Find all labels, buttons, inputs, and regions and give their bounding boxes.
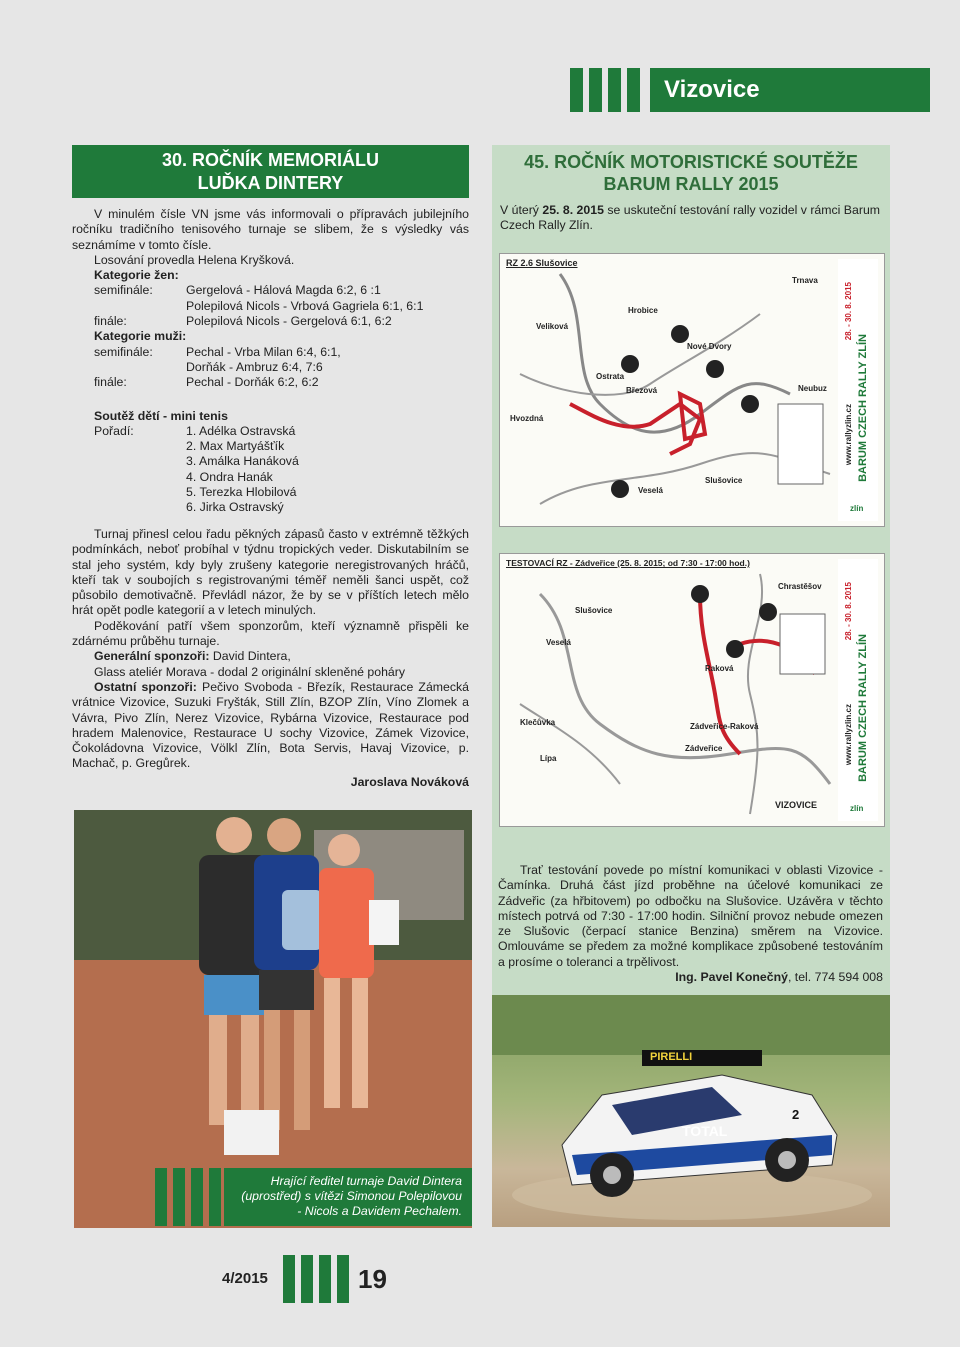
tennis-body — [72, 527, 469, 790]
map2-dates: 28. - 30. 8. 2015 — [844, 582, 853, 641]
men-row: semifinále: Pechal - Vrba Milan 6:4, 6:1, — [94, 344, 341, 359]
map2-place: Klečůvka — [520, 718, 556, 727]
tennis-results — [72, 207, 469, 516]
map1-sidebar: BARUM CZECH RALLY ZLÍN — [857, 334, 869, 482]
map2-title: TESTOVACÍ RZ - Zádveřice (25. 8. 2015; od 7:30 - 17:00 hod.) — [506, 558, 750, 568]
header-bar-1 — [570, 68, 583, 112]
tennis-title-line1: 30. ROČNÍK MEMORIÁLU — [161, 150, 379, 170]
caption-bar-3 — [191, 1168, 203, 1226]
tennis-photo-image — [74, 810, 472, 1228]
rally-signer: Ing. Pavel Konečný, tel. 774 594 008 — [675, 970, 883, 985]
rally-body: Trať testování povede po místní komunikaci v oblasti Vizovice - Čamínka. Druhá část jízd proběhne na účelové komunikaci ze Zádveřic (za hřbitovem) po odbočku na Slušovice. Uzávěra v těchto místech potrvá od 7:30 - 17:00 hodin. Silniční provoz nebude omezen ze Slušovic (čerpací stanice Benzina) směrem na Vizovice. Omlouváme se předem za možné komplikace způsobené testováním a prosíme o toleranci a trpělivost. Ing. Pavel Konečný, tel. 774 594 008 — [498, 863, 883, 985]
map1-place: Hrobice — [628, 306, 658, 315]
page-number: 19 — [358, 1264, 387, 1294]
men-row: finále: Pechal - Dorňák 6:2, 6:2 — [94, 375, 319, 390]
kids-row: 3. Amálka Hanáková — [186, 454, 299, 469]
tennis-title-line2: LUĎKA DINTERY — [197, 173, 344, 193]
map2-place: Veselá — [546, 638, 571, 647]
rally-map-1 — [499, 253, 885, 527]
map2-brand: zlín — [850, 804, 864, 813]
map2-place: Zádveřice-Raková — [690, 722, 759, 731]
women-row: semifinále: Gergelová - Hálová Magda 6:2, 6 :1 — [94, 283, 381, 298]
men-heading: Kategorie muži: — [94, 329, 187, 344]
header-bar-4 — [627, 68, 640, 112]
map1-place: Trnava — [792, 276, 818, 285]
map2-place: Slušovice — [575, 606, 613, 615]
tennis-headline — [72, 145, 469, 198]
car-number: 2 — [792, 1107, 800, 1122]
rally-panel — [492, 145, 890, 1227]
rally-intro: V úterý 25. 8. 2015 se uskuteční testování rally vozidel v rámci Barum Czech Rally Zlín. — [500, 203, 881, 233]
issue-number: 4/2015 — [222, 1270, 268, 1287]
car-sponsor-1: PIRELLI — [650, 1051, 693, 1063]
tennis-draw: Losování provedla Helena Kryšková. — [94, 252, 295, 267]
map2-place: Chrastěšov — [778, 582, 822, 591]
footer-bar-3 — [319, 1255, 331, 1303]
map2-place: VIZOVICE — [775, 800, 818, 810]
tennis-body1: Turnaj přinesl celou řadu pěkných zápasů často v extrémně těžkých podmínkách, neboť probíhal v týdnu tropických veder. Diskutabilním se stal jeho systém, kdy byly zrušeny kategorie neregistrovaných hráčů, kteří tak v soubojích s registrovanými téměř neměli šanci uspět, což působilo demotivačně. Převládl názor, že by se v příštích letech mělo hrát opět podle kategorií a v letech minulých. — [72, 527, 469, 618]
tennis-intro: V minulém čísle VN jsme vás informovali o přípravách jubilejního ročníku tradičního tenisového turnaje se slibem, že s výsledky vás seznámíme v tomto čísle. — [72, 207, 469, 252]
rally-title: 45. ROČNÍK MOTORISTICKÉ SOUTĚŽE BARUM RALLY 2015 — [524, 152, 858, 194]
map1-place: Nové Dvory — [687, 342, 732, 351]
map1-title: RZ 2.6 Slušovice — [506, 258, 578, 268]
map1-place: Slušovice — [705, 476, 743, 485]
caption-bar-2 — [173, 1168, 185, 1226]
kids-row: 4. Ondra Hanák — [186, 469, 273, 484]
footer-bar-4 — [337, 1255, 349, 1303]
other-sponsors: Ostatní sponzoři: Pečivo Svoboda - Březík, Restaurace Zámecká vrátnice Vizovice, Suzuki Fryšták, Still Zlín, BZOP Zlín, Víno Zlomek a Vávra, Pivo Zlín, Nerez Vizovice, Rybárna Vizovice, Restaurace pod hradem Malenovice, Restaurace U sochy Vizovice, Zámek Vizovice, Čokoládovna Vizovice, Völkl Zlín, Bota Servis, Havaj Vizovice, p. Machač, p. Gregůrek. — [72, 679, 470, 771]
map1-dates: 28. - 30. 8. 2015 — [844, 282, 853, 341]
general-sponsors-line2: Glass ateliér Morava - dodal 2 originální skleněné poháry — [94, 664, 406, 679]
photo-caption: Hrající ředitel turnaje David Dintera (uprostřed) s vítězi Simonou Polepilovou - Nicols a Davidem Pechalem. — [224, 1168, 472, 1226]
map1-web: www.rallyzlin.cz — [844, 404, 853, 466]
rally-car-photo — [492, 995, 890, 1227]
section-title: Vizovice — [650, 68, 930, 112]
map2-web: www.rallyzlin.cz — [844, 704, 853, 766]
kids-row: Pořadí: 1. Adélka Ostravská — [94, 423, 296, 438]
women-row: finále: Polepilová Nicols - Gergelová 6:1, 6:2 — [94, 314, 392, 329]
map1-place: Veselá — [638, 486, 663, 495]
map1-place: Březová — [626, 386, 658, 395]
map2-roads — [500, 554, 884, 826]
kids-row: 5. Terezka Hlobilová — [186, 485, 297, 500]
kids-row: 6. Jirka Ostravský — [186, 500, 284, 515]
map2-place: Lípa — [540, 754, 557, 763]
header-bar-3 — [608, 68, 621, 112]
tennis-photo — [74, 810, 472, 1228]
tennis-author: Jaroslava Nováková — [350, 774, 469, 789]
map1-place: Neubuz — [798, 384, 827, 393]
tennis-body2: Poděkování patří všem sponzorům, kteří významně přispěli ke zdárnému průběhu turnaje. — [72, 618, 469, 649]
header-bar-2 — [589, 68, 602, 112]
women-row: Polepilová Nicols - Vrbová Gagriela 6:1, 6:1 — [186, 298, 424, 313]
footer-bar-2 — [301, 1255, 313, 1303]
women-heading: Kategorie žen: — [94, 268, 179, 283]
map2-place: Raková — [705, 664, 734, 673]
rally-car-image — [492, 995, 890, 1227]
men-row: Dorňák - Ambruz 6:4, 7:6 — [186, 359, 323, 374]
map2-sidebar: BARUM CZECH RALLY ZLÍN — [857, 634, 869, 782]
map2-place: Zádveřice — [685, 744, 723, 753]
rally-map-2 — [499, 553, 885, 827]
car-sponsor-2: TOTAL — [682, 1123, 728, 1139]
kids-heading: Soutěž dětí - mini tenis — [94, 408, 228, 423]
general-sponsors: Generální sponzoři: David Dintera, — [94, 649, 291, 664]
kids-row: 2. Max Martyášťík — [186, 439, 285, 454]
map1-place: Hvozdná — [510, 414, 544, 423]
footer-bar-1 — [283, 1255, 295, 1303]
map1-place: Veliková — [536, 322, 569, 331]
caption-bar-1 — [155, 1168, 167, 1226]
caption-bar-4 — [209, 1168, 221, 1226]
map1-brand: zlín — [850, 504, 864, 513]
map1-place: Ostrata — [596, 372, 625, 381]
